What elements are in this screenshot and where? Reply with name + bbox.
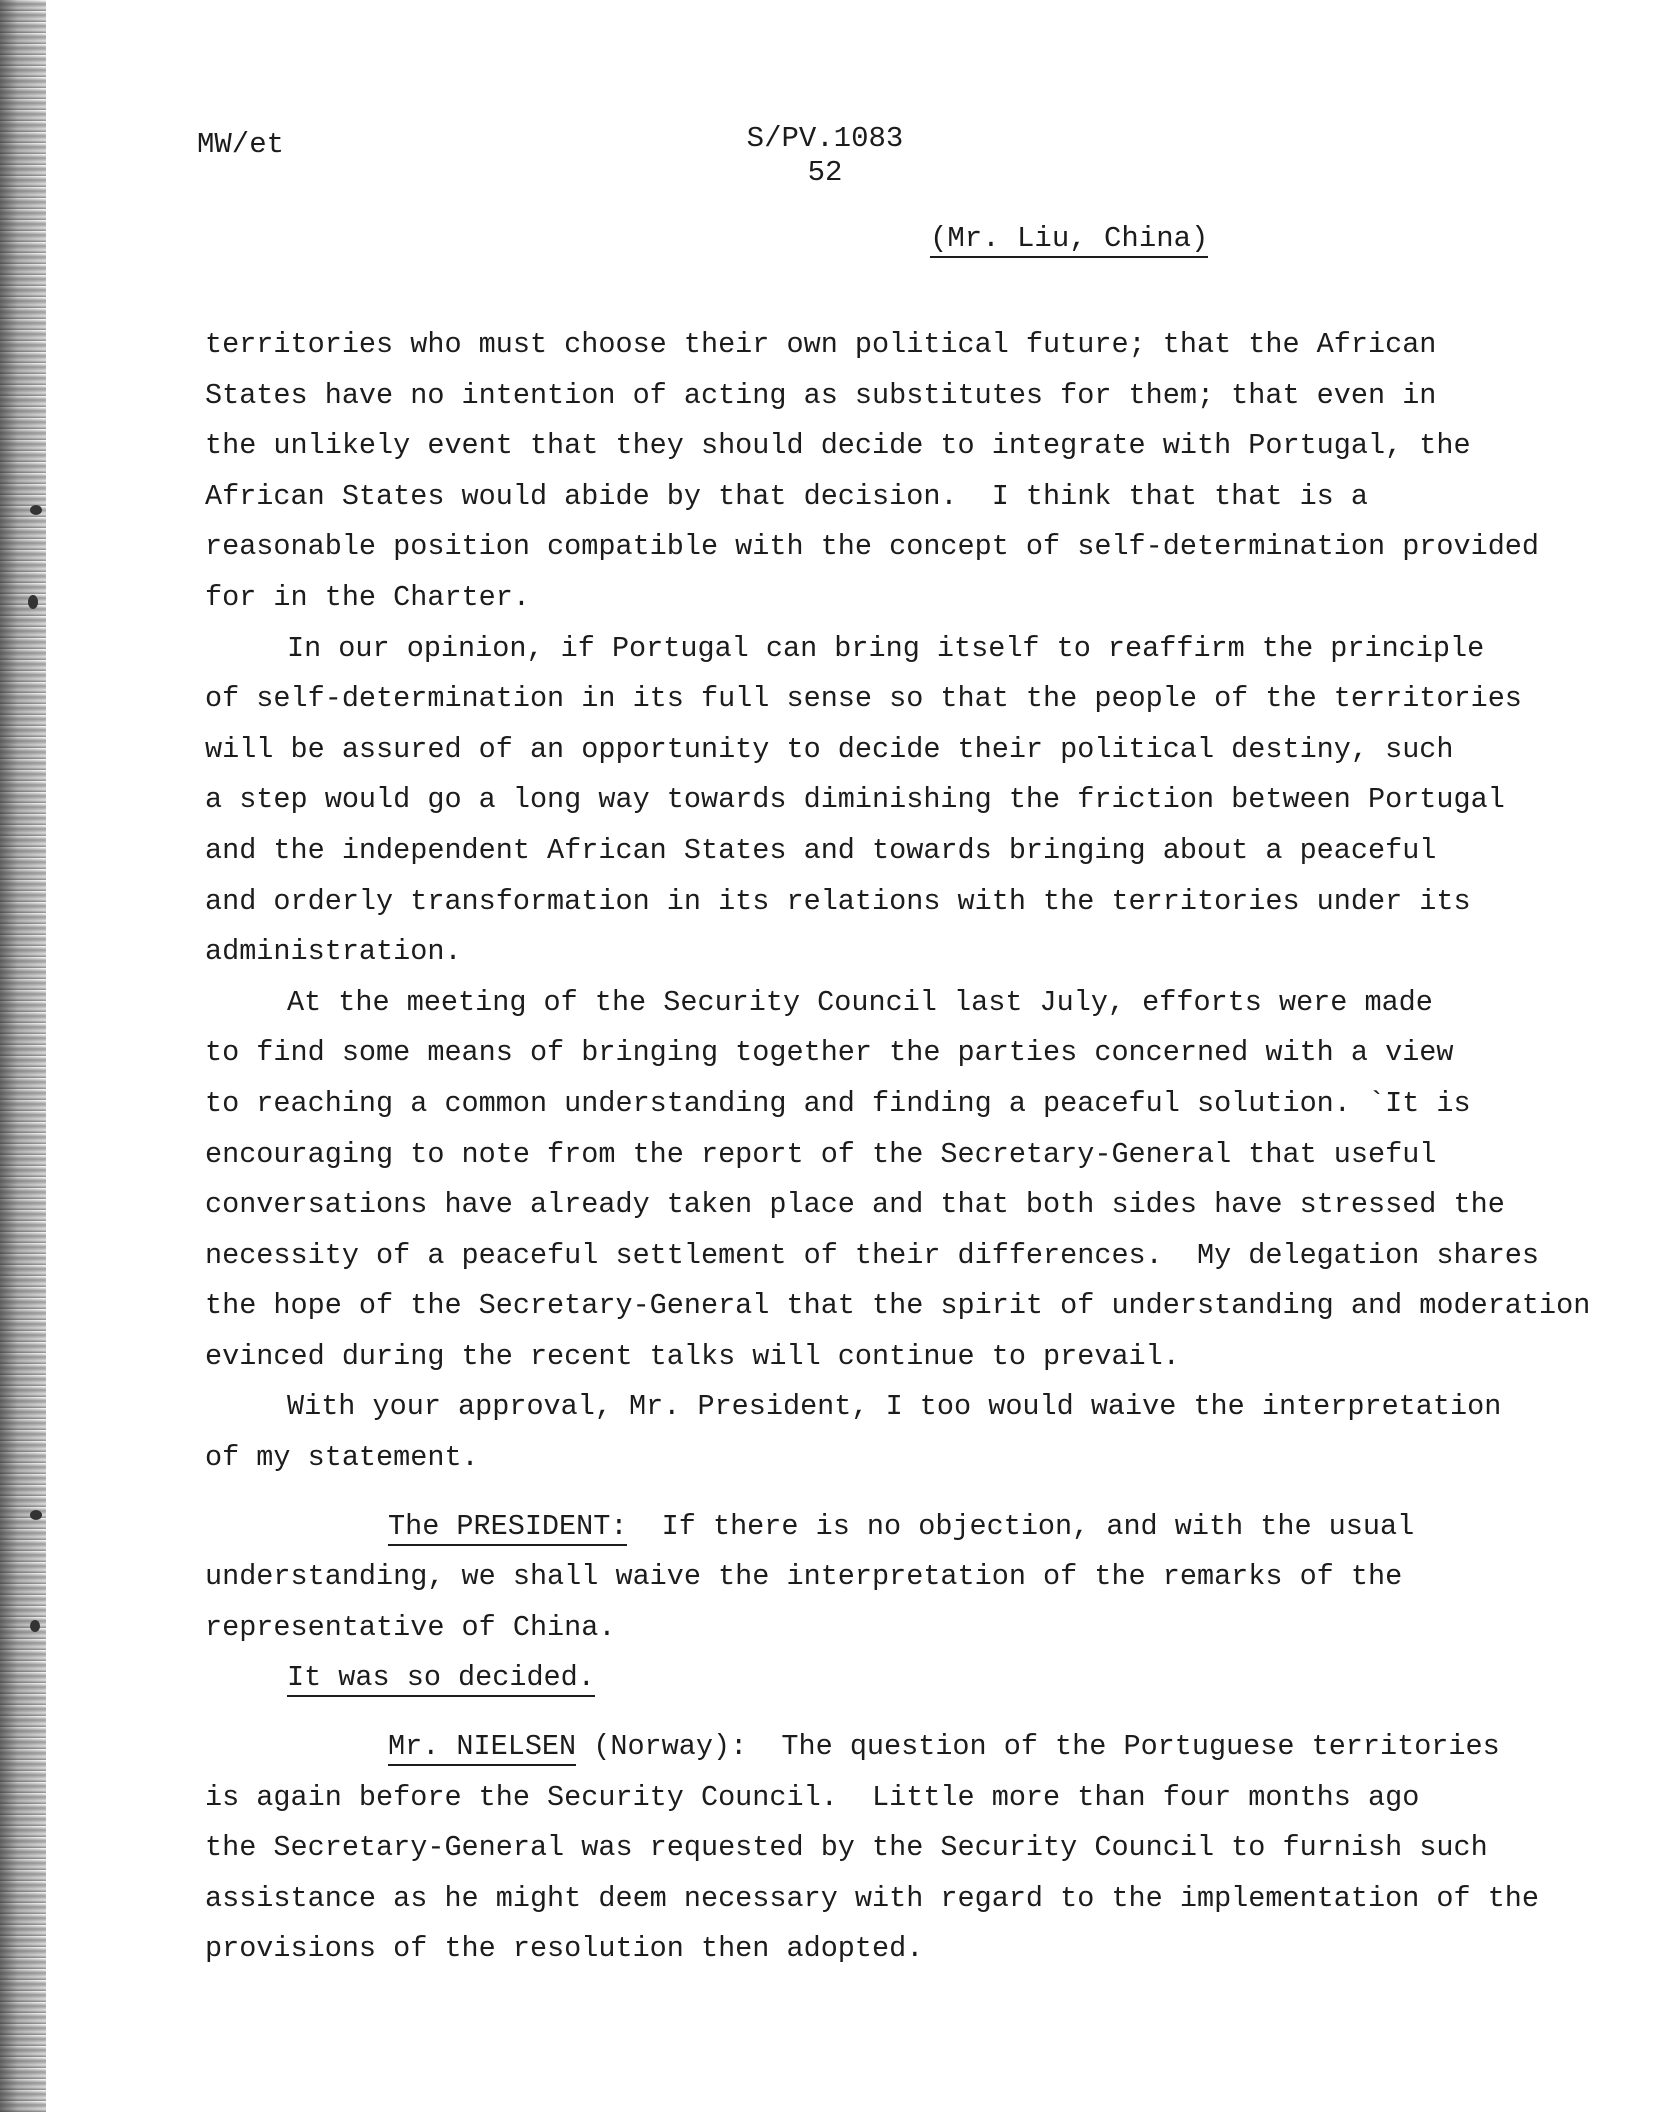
- text-line: provisions of the resolution then adopted.: [205, 1932, 924, 1966]
- text-line: and orderly transformation in its relations with the territories under its: [205, 884, 1471, 918]
- paragraph-meeting: [205, 978, 1591, 1383]
- text-line: to reaching a common understanding and finding a peaceful solution. `It is: [205, 1086, 1471, 1120]
- paragraph-approval: [205, 1382, 1585, 1483]
- text-line: is again before the Security Council. Little more than four months ago: [205, 1780, 1420, 1814]
- text-line: for in the Charter.: [205, 580, 530, 614]
- text-line: of self-determination in its full sense so that the people of the territories: [205, 682, 1522, 716]
- president-speaker: The PRESIDENT:: [388, 1510, 627, 1546]
- spacer: [205, 1484, 1585, 1502]
- doc-reference: [740, 122, 910, 190]
- text-line: representative of China.: [205, 1610, 616, 1644]
- text-line: conversations have already taken place and that both sides have stressed the: [205, 1188, 1505, 1222]
- text-line: assistance as he might deem necessary with regard to the implementation of the: [205, 1881, 1540, 1915]
- text-line: In our opinion, if Portugal can bring itself to reaffirm the principle: [287, 631, 1485, 665]
- text-line: territories who must choose their own political future; that the African: [205, 328, 1437, 361]
- scan-speck: [30, 1620, 40, 1632]
- spacer: [205, 1704, 1585, 1722]
- doc-symbol: S/PV.1083: [746, 122, 904, 155]
- page-number: 52: [807, 156, 843, 189]
- nielsen-statement: [205, 1722, 1585, 1975]
- scan-speck: [28, 595, 38, 609]
- scan-speck: [30, 1510, 42, 1520]
- text-line: to find some means of bringing together the parties concerned with a view: [205, 1036, 1454, 1070]
- text-line: will be assured of an opportunity to decide their political destiny, such: [205, 732, 1454, 766]
- speaker-attribution-text: (Mr. Liu, China): [930, 222, 1208, 258]
- text-line: administration.: [205, 935, 462, 969]
- text-line: evinced during the recent talks will continue to prevail.: [205, 1339, 1180, 1373]
- text-line: [205, 1722, 1585, 1773]
- president-statement: [205, 1502, 1585, 1704]
- text-line: the Secretary-General was requested by the Security Council to furnish such: [205, 1831, 1488, 1865]
- text-line: necessity of a peaceful settlement of their differences. My delegation shares: [205, 1238, 1540, 1272]
- text-line: encouraging to note from the report of the Secretary-General that useful: [205, 1137, 1437, 1171]
- nielsen-country: (Norway):: [593, 1730, 748, 1764]
- text-line: a step would go a long way towards diminishing the friction between Portugal: [205, 783, 1505, 817]
- text-line: the hope of the Secretary-General that the spirit of understanding and moderation: [205, 1289, 1591, 1323]
- document-body: [205, 320, 1591, 1975]
- text-line: States have no intention of acting as substitutes for them; that even in: [205, 378, 1437, 412]
- header-initials: MW/et: [197, 128, 285, 161]
- nielsen-first-line: The question of the Portuguese territories: [781, 1730, 1500, 1764]
- text-line: the unlikely event that they should decide to integrate with Portugal, the: [205, 429, 1471, 463]
- paragraph-opinion: [205, 624, 1585, 978]
- text-line: of my statement.: [205, 1441, 479, 1475]
- scan-edge-shadow: [0, 0, 46, 2112]
- speaker-attribution: [930, 222, 1208, 255]
- nielsen-speaker: Mr. NIELSEN: [388, 1730, 576, 1766]
- scan-speck: [30, 505, 42, 515]
- paragraph-continuation: [205, 320, 1585, 624]
- decision-text: It was so decided.: [287, 1661, 595, 1697]
- text-line: and the independent African States and towards bringing about a peaceful: [205, 833, 1437, 867]
- president-first-line: If there is no objection, and with the usual: [661, 1509, 1415, 1543]
- text-line: reasonable position compatible with the concept of self-determination provided: [205, 530, 1540, 564]
- text-line: African States would abide by that decision. I think that that is a: [205, 479, 1368, 513]
- text-line: With your approval, Mr. President, I too would waive the interpretation: [287, 1390, 1502, 1424]
- text-line: At the meeting of the Security Council last July, efforts were made: [287, 985, 1433, 1019]
- text-line: [205, 1502, 1585, 1553]
- decision-line: [205, 1653, 1585, 1704]
- text-line: understanding, we shall waive the interpretation of the remarks of the: [205, 1560, 1403, 1594]
